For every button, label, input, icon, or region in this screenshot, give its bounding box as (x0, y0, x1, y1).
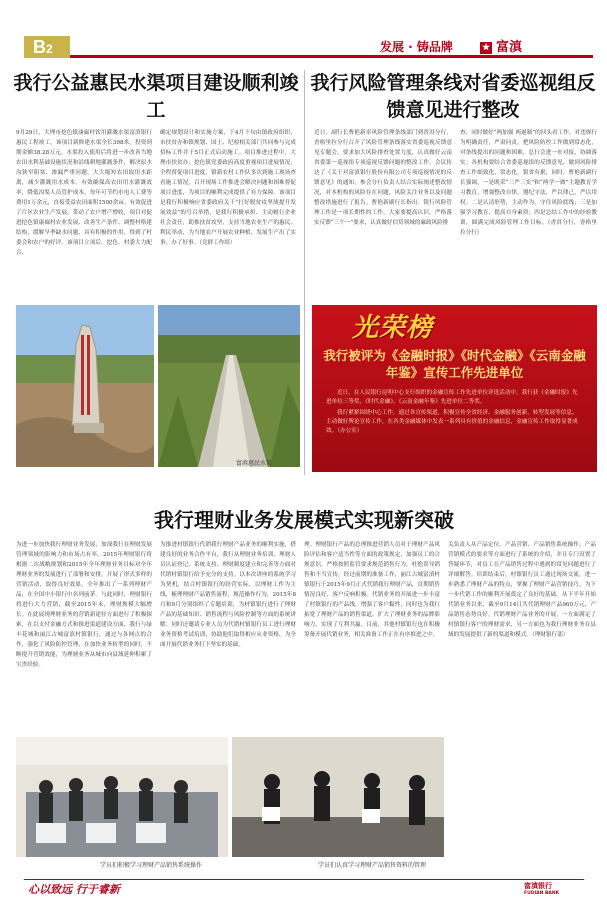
page-number: 2 (46, 42, 53, 56)
brand-logo (480, 36, 522, 55)
honor-title: 我行被评为《金融时报》《时代金融》《云南金融年鉴》宣传工作先进单位 (323, 348, 586, 380)
page-header (0, 0, 607, 58)
bank-name: 富滇银行 (524, 882, 552, 890)
canal-article-title: 我行公益惠民水渠项目建设顺利竣工 (13, 72, 299, 121)
brand-name: 富滇 (496, 40, 523, 55)
finance-article-title: 我行理财业务发展模式实现新突破 (154, 508, 454, 532)
canal-article-col2: 确定规划设计和实施方案，于4月下旬由镇政府组织，市扶贫办和镇规划、国土、纪检相关部门共同参与完成招标工作并于5月正式启动施工。项目推进过程中，大理市扶贫办、挖色镇党委政府高度重视项目进展情况，全程督促项目进度，镇新农村工作队多次到施工现场查看施工情况，召开现场工作推进会解决问题和困难督促项目进度，为项目的顺利完成提供了有力保障。该项目是我行积极响应省委政府关于“打好脱贫攻坚战提升发展效益”的号召举措，是我行积极承担、主动履行企业社会责任，助推扶贫攻坚，支持当地农业生产的惠民、利民举动，为当地农户开展农业种植、发展生产出了实事、办了好事。（竞群工作组） (160, 130, 296, 246)
bank-subtitle: FUDIAN BANK (524, 891, 560, 896)
finance-article-col2: 为推进村镇银行代销我行理财产品业务的顺利实施，搭建良好的业务合作平台，我行从理财业务培训、理财人员认证登记、系统支持、理财制度建立和完善等方面对代销村镇银行给予充分的支持。以本次讲座的系统学习为契机，结合村镇银行的经营实际，以理财工作为主线，梳理理财产品销售流程，规范操作行为，2015年8月和9月分别组织了专题培训，为村镇银行进行了理财产品的基础知识、销售流程与风险控制等方面的系统讲解。同时还邀请专业人员为代销村镇银行员工进行理财业务资格考试培训，协助他们取得相应从业资格，为全面开展代销业务打下坚实的基础。 (160, 542, 296, 648)
page-letter: B (33, 37, 46, 57)
risk-article-col2: 查，同时做好“两加强 两遏制”的回头看工作，对违规行为明确责任，严肃问责，把风险防控工作做到常态化，对条线提出的问题和困难，总行会进一步对接，协调落实；各机构要结合省委巡视组的反馈意见，做到风险排查工作细致化，常态化，银省有据，同时，曹艳新副行长强调，一是既采“三严三实”和“两学一做”主题教育学习教育，增强整改自律，遵纪守法，严以律己，严以用权；二是认清形势，主动作为，守住风险底线；三是加强学习教育，提高自身素质；四是总结工作中的经验教训，圆满完成风险管理工作目标。（香洱分行，香格里拉分行） (460, 130, 597, 236)
honor-board (312, 305, 597, 472)
risk-article-col1: 近日，副行长曹艳新率风险管理条线部门到普洱分行，香格里拉分行召开了风险管理条线落实省委巡视反馈意见专题会，要求加大风险排查处置力度，认真做好云南省委第一巡视组专项巡视反馈问题的整改工作。会议传达了《关于对富滇银行股份有限公司专项巡视情况的反馈意见》的通知，参会分行负责人结合实际阐述整改情况，对本机构的风险存在问题，风险关注业务以及问题整改措施进行了报告。曹艳新副行长指出：银行风险管理工作是一项长期性的工作，大家要提高认识，严格落实反馈“三个一”要求，认真做好信贷领域的廉政风险排 (314, 130, 452, 226)
honor-paragraph: 近日，在人民银行昆明中心支行组织的金融宣传工作先进单位评选活动中，我行获《金融时报》先进单位三等奖，《时代金融》、《云南金融年鉴》先进单位二等奖。 (326, 390, 578, 405)
finance-article-col4: 关负责人从产品定位、产品营销、产品销售系统操作、产品营销模式的要求等方面进行了系统的介绍，并且专门设置了答疑环节，对员工在产品销售过程中遇到的常见问题进行了详细解答。培训结束后，村镇银行员工通过现场交流，进一步熟悉了理财产品的特点，掌握了理财产品营销技巧，为下一步代销工作的顺利开展奠定了良好的基础。从下半年开始代销业务以来，截至9月14日共代销理财产品960万元，产品销售态势良好。代销理财产品业务的开展，一方面满足了村镇银行客户的理财需求，另一方面也为我行理财业务在县域的发展提供了新的渠道和模式。（理财银行部） (448, 542, 596, 638)
honor-body (326, 389, 583, 438)
training-photo-left (16, 737, 228, 857)
brand-star-icon: ★ (481, 43, 491, 53)
honor-paragraph: 我行紧紧围绕中心工作，通过各宣传渠道，积极宣传全省经济、金融服务创新、转型发展等信息，主动做好舆论宣传工作，在各类金融媒体中发表一系列具有价值的金融信息，金融宣传工作取得显著成效。（办公室） (326, 410, 578, 434)
training-photo-right-caption: 学员们认真学习理财产品销售资料的管理 (318, 862, 427, 869)
footer-slogan: 心以致远 行于睿新 (28, 883, 120, 896)
training-photo-right (232, 737, 444, 857)
canal-photo-left (16, 305, 154, 467)
section-name: 发展 · 铸品牌 (380, 40, 453, 54)
canal-article-col1: 9月29日，大理市挖色镇康廊村饮用灌溉水渠富滇银行惠民工程竣工，该项目新修建水渠全长398米，投资到期金额38.28万元。水渠投入使用后将进一步改善当地农田水利基础设施状况和沿线耕地灌溉条件，解决原水沟狭窄阻塞、渗漏严重问题，大大缩短农田取用水距离，减少灌溉用水成本。有效确保高农田用水灌溉效率，降低沟渠人员管护成本，每年可节约水电人工费等费用1万余元，直接受益农田面积1500余亩。有效促进了片区农业生产发展，带动了农户增产增收，项目对促进挖色镇康廊村农业发展、改善生产条件、调整村格建结构，缓解旱季缺水问题，具有积极的作用，得到了村委会和农户的好评。该项目立项后，挖色、村委大力配合、 (16, 130, 152, 256)
header-rule (70, 55, 593, 58)
page-number-tag (24, 36, 70, 58)
honor-badge: 光荣榜 (352, 313, 434, 343)
footer-rule (24, 879, 584, 880)
finance-article-col3: 理。理财银行产品的总理推进营销人员对于理财产品风险评估和客户适当性等方面的政策规定，加强员工的合规意识，严格按照监管要求规范销售行为，杜绝误导销售和不当宣传。经过前期的准备工作，丽江古城富滇村镇银行于2015年9月正式代销我行理财产品，首期销售情况良好，客户反响积极。代销业务的开展进一步丰富了村镇银行的产品线，增强了客户黏性，同时也为我行拓宽了理财产品的销售渠道，扩大了理财业务的品牌影响力，实现了互利共赢。目前，其他村镇银行也在积极筹备开展代销业务，相关准备工作正在有序推进之中。 (304, 542, 440, 638)
column-divider (304, 70, 305, 475)
canal-photo-right (158, 305, 300, 467)
footer-bank-logo (524, 881, 559, 896)
risk-article-title: 我行风险管理条线对省委巡视组反馈意见进行整改 (310, 72, 596, 121)
training-photo-left-caption: 学员们积极学习理财产品销售系统操作 (100, 862, 203, 869)
finance-article-col1: 为进一步加快我行理财业务发展，加深我行在理财发展管理领域的影响力和市场占有率，2015年理财银行将根据二次战略规划和2015年全年理财业务目标对全年理财业务的发展进行了部署和安排，开展了形式多样的营销活动，取得良好效果。全年推出了一系列理财产品，在全国中小银行中名列前茅。与此同时，理财银行将进行大力营销，截至2015年末，理财规模大幅增长。在此展现理财业务的营销新途径方面进行了积极探索，在以支付金融方式和推进渠道建设方面，我行与绿丰花城和丽江古城富滇村镇银行，通过与各网点的合作，强化了风险防控管理，在加快业务转型的同时，不断提升营销效能，为理财业务从城市向县域延伸积累了宝贵经验。 (16, 542, 152, 668)
canal-photo-caption: 富滇惠民水渠 (236, 460, 273, 467)
